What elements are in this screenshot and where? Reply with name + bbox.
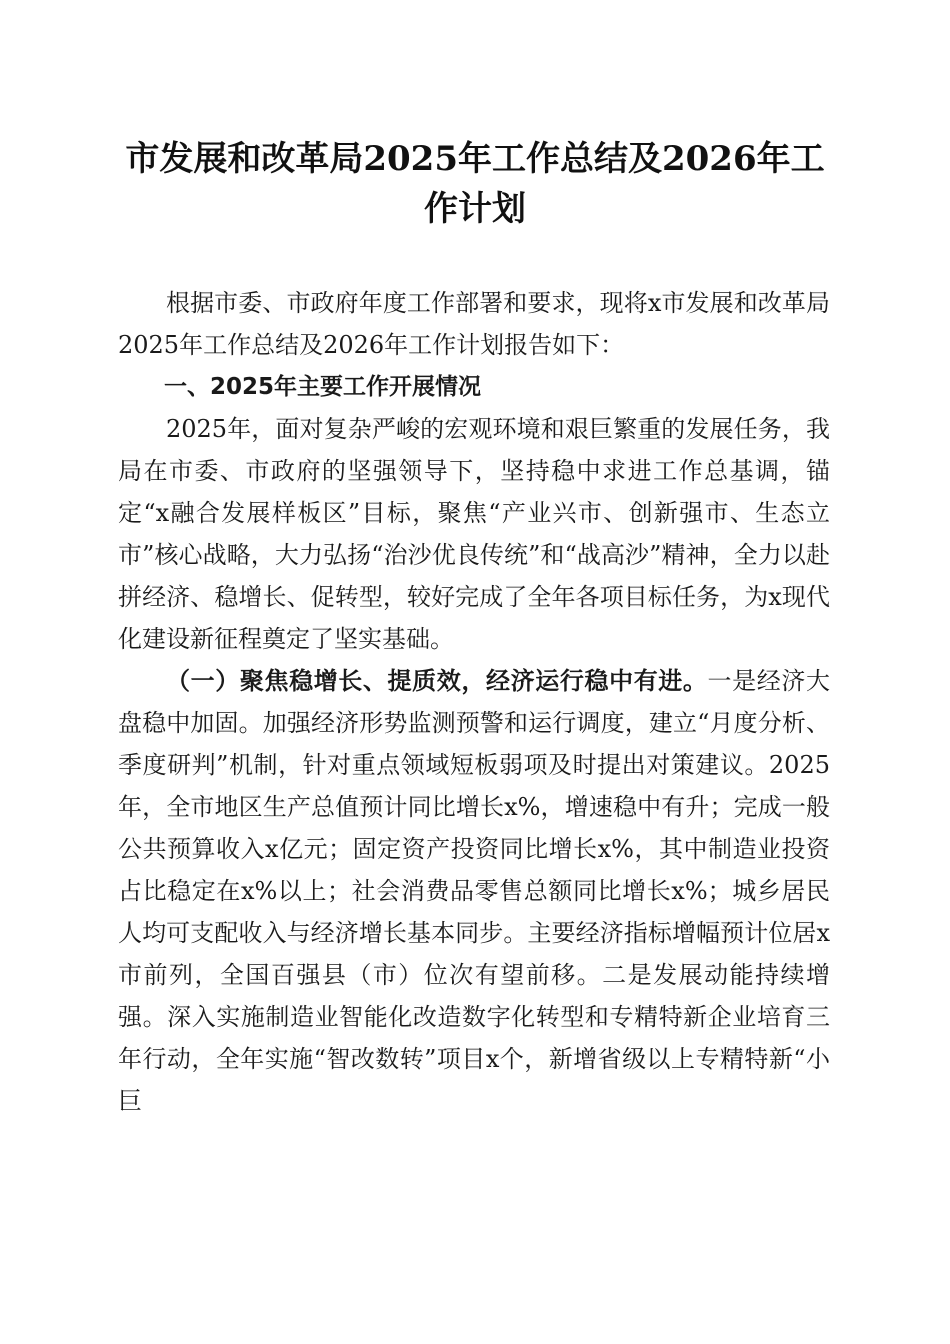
intro-paragraph: 根据市委、市政府年度工作部署和要求，现将x市发展和改革局2025年工作总结及2026年工作计划报告如下： (118, 289, 830, 359)
subsection-text: 一是经济大盘稳中加固。加强经济形势监测预警和运行调度，建立“月度分析、季度研判”机制，针对重点领域短板弱项及时提出对策建议。2025年，全市地区生产总值预计同比增长x%，增速稳中有升；完成一般公共预算收入x亿元；固定资产投资同比增长x%，其中制造业投资占比稳定在x%以上；社会消费品零售总额同比增长x%；城乡居民人均可支配收入与经济增长基本同步。主要经济指标增幅预计位居x市前列，全国百强县（市）位次有望前移。二是发展动能持续增强。深入实施制造业智能化改造数字化转型和专精特新企业培育三年行动，全年实施“智改数转”项目x个，新增省级以上专精特新“小巨 (118, 667, 831, 1115)
section-heading: 一、2025年主要工作开展情况 (164, 374, 482, 400)
subsection-paragraph (118, 660, 830, 1122)
document-body (118, 282, 830, 1122)
overview-paragraph: 2025年，面对复杂严峻的宏观环境和艰巨繁重的发展任务，我局在市委、市政府的坚强领导下，坚持稳中求进工作总基调，锚定“x融合发展样板区”目标，聚焦“产业兴市、创新强市、生态立市”核心战略，大力弘扬“治沙优良传统”和“战高沙”精神，全力以赴拼经济、稳增长、促转型，较好完成了全年各项目标任务，为x现代化建设新征程奠定了坚实基础。 (118, 415, 830, 653)
document-title: 市发展和改革局2025年工作总结及2026年工作计划 (125, 139, 825, 229)
subsection-heading: （一）聚焦稳增长、提质效，经济运行稳中有进。 (166, 666, 708, 695)
